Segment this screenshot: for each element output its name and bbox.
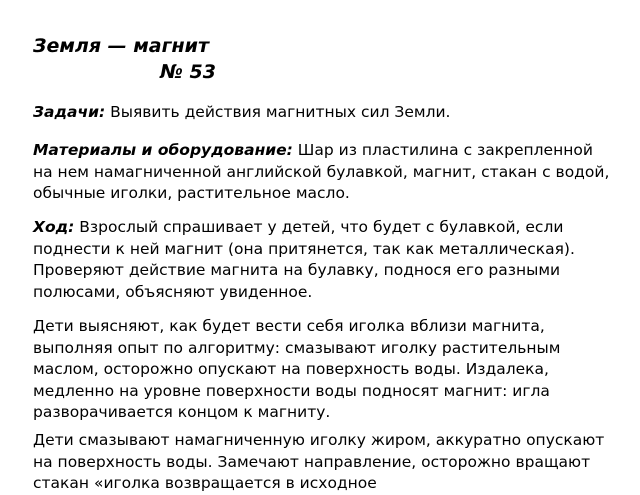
procedure-text: Взрослый спрашивает у детей, что будет с булавкой, если поднести к ней магнит (она притянется, так как металлическая). Проверяют действие магнита на булавку, поднося его разными полюсами, объясняют увиденное. bbox=[33, 218, 575, 301]
tasks-paragraph bbox=[33, 102, 613, 124]
tasks-label: Задачи: bbox=[33, 103, 106, 121]
document-title: Земля — магнит bbox=[33, 35, 209, 57]
experiment-number: № 53 bbox=[160, 61, 216, 83]
grease-paragraph: Дети смазывают намагниченную иголку жиром, аккуратно опускают на поверхность воды. Замечают направление, осторожно вращают стакан «иголка возвращается в исходное bbox=[33, 431, 605, 492]
procedure-label: Ход: bbox=[33, 218, 75, 236]
tasks-text: Выявить действия магнитных сил Земли. bbox=[110, 103, 451, 121]
materials-paragraph bbox=[33, 140, 613, 205]
materials-label: Материалы и оборудование: bbox=[33, 141, 293, 159]
materials-text: Шар из пластилина с закрепленной на нем намагниченной английской булавкой, магнит, стакан с водой, обычные иголки, растительное масло. bbox=[33, 141, 610, 202]
procedure-paragraph bbox=[33, 217, 613, 303]
observation-paragraph: Дети выясняют, как будет вести себя иголка вблизи магнита, выполняя опыт по алгоритму: смазывают иголку растительным маслом, осторожно опускают на поверхность воды. Издалека, медленно на уровне поверхности воды подносят магнит: игла разворачивается концом к магниту. bbox=[33, 317, 561, 421]
